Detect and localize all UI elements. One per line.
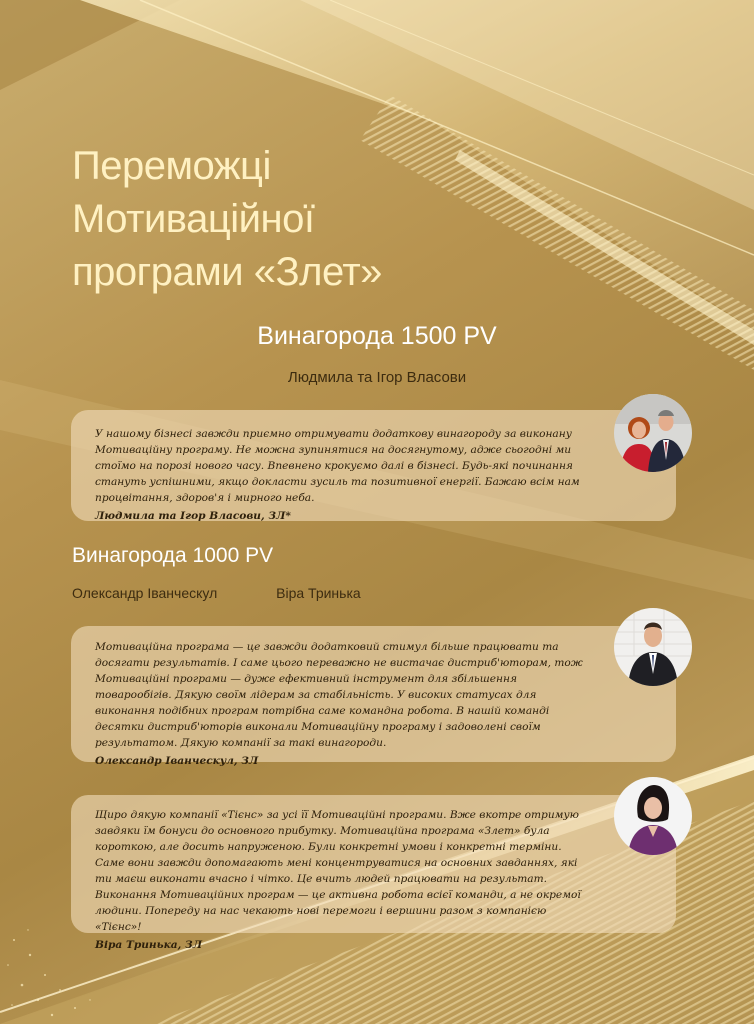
title-line-1: Переможці [72, 144, 271, 188]
testimonial-signature: Олександр Іванческул, ЗЛ [95, 755, 259, 767]
testimonial-signature: Віра Тринька, ЗЛ [95, 939, 203, 951]
page-title [72, 140, 382, 299]
testimonial-card-trynka [71, 795, 676, 951]
testimonial-card-ivancheskul [71, 626, 676, 767]
testimonial-signature: Людмила та Ігор Власови, ЗЛ* [95, 510, 291, 522]
award-1500-heading: Винагорода 1500 PV [257, 322, 497, 350]
man-portrait-photo-icon [614, 608, 692, 686]
testimonial-text: Мотиваційна програма — це завжди додатковий стимул більше працювати та досягати результатів. І саме цього переважно не вистачає дистриб'юторам, тож Мотиваційні програми — дуже ефективний інструмент для збільшення товарообігів. Дякую своїм лідерам за стабільність. У високих статусах для виконання подібних програм потрібна саме командна робота. В нашій команді десятки дистриб'юторів виконали Мотиваційну програму і задоволені своїм результатом. Дякую компанії за такі винагороди. [95, 641, 583, 749]
testimonial-card-vlasovy [71, 410, 676, 521]
couple-photo-icon [614, 394, 692, 472]
testimonial-text: Щиро дякую компанії «Тієнс» за усі її Мотиваційні програми. Вже вкотре отримую завдяки їм бонуси до основного прибутку. Мотиваційна програма «Злет» була короткою, але досить напруженою. Були конкретні умови і конкретні терміни. Саме вони завжди допомагають мені концентруватися на основних завданнях, які ти маєш виконати вчасно і чітко. Це вчить людей працювати на результат. Виконання Мотиваційних програм — це активна робота всієї команди, а не окремої людини. Попереду на нас чекають нові перемоги і вершини разом з компанією «Тієнс»! [95, 809, 581, 933]
testimonial-text: У нашому бізнесі завжди приємно отримувати додаткову винагороду за виконану Мотиваційну програму. Не можна зупинятися на досягнутому, адже сьогодні ми стоїмо на порозі нового часу. Впевнено крокуємо далі в бізнесі. Будь-які починання стануть успішними, якщо докласти зусиль та позитивної енергії. Бажаю всім нам процвітання, здоров'я і мирного неба. [95, 428, 580, 504]
award-1000-heading: Винагорода 1000 PV [72, 544, 274, 567]
award-1500-winners: Людмила та Ігор Власови [287, 369, 467, 386]
winner-name-ivancheskul: Олександр Іванческул [72, 585, 218, 601]
title-line-2: Мотиваційної [72, 197, 315, 241]
winner-name-trynka: Віра Тринька [276, 585, 361, 601]
award-1000-winners [72, 585, 361, 601]
title-line-3: програми «Злет» [72, 250, 382, 294]
woman-portrait-photo-icon [614, 777, 692, 855]
